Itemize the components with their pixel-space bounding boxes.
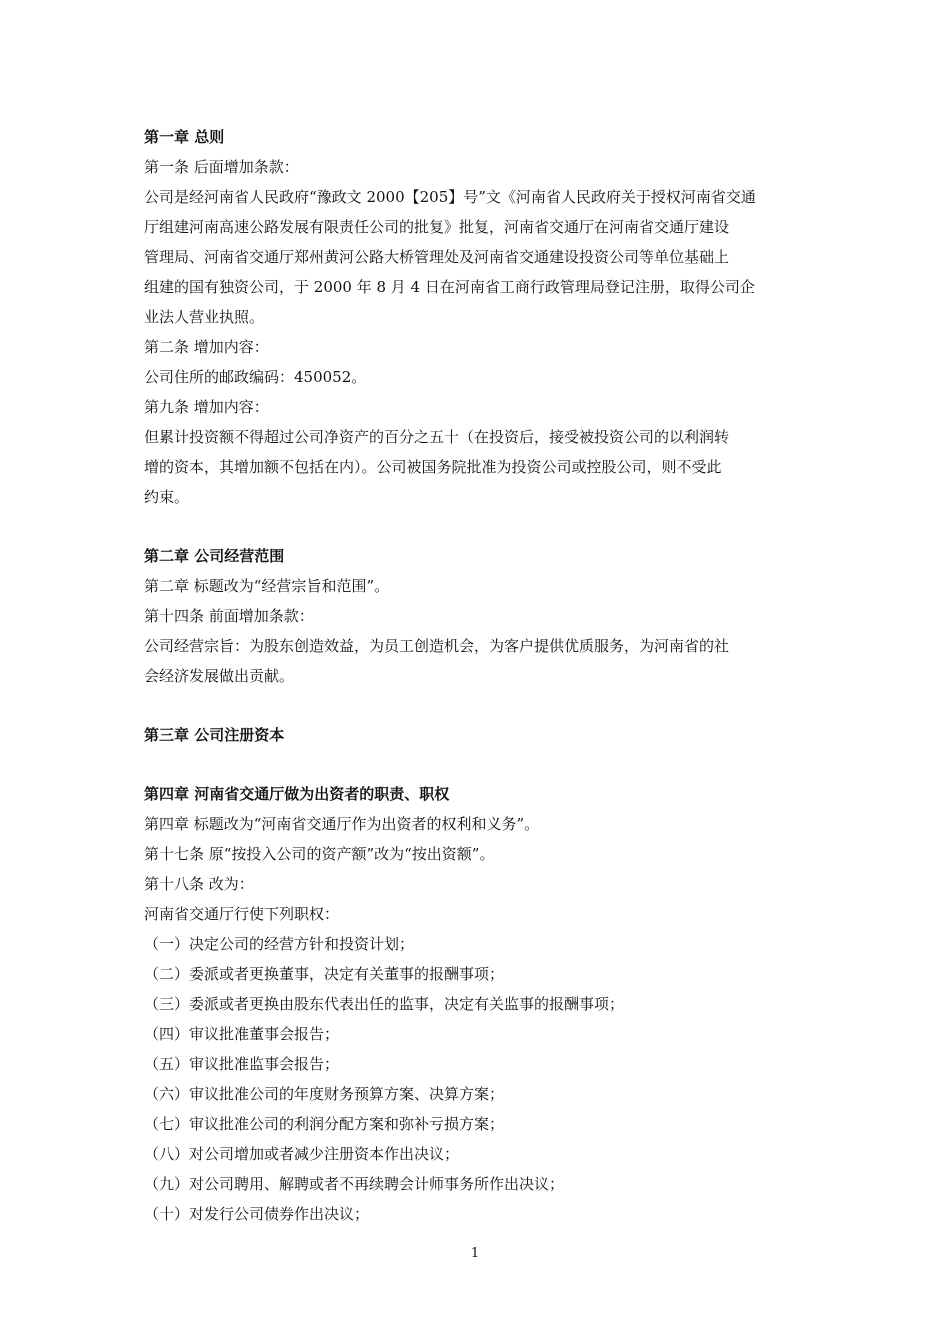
chapter-heading: 第三章 公司注册资本 bbox=[144, 726, 285, 744]
paragraph-line: 第一条 后面增加条款： bbox=[144, 158, 299, 176]
paragraph-line: 管理局、河南省交通厅郑州黄河公路大桥管理处及河南省交通建设投资公司等单位基础上 bbox=[144, 248, 730, 266]
list-item: （七）审议批准公司的利润分配方案和弥补亏损方案； bbox=[144, 1115, 505, 1133]
list-item: （一）决定公司的经营方针和投资计划； bbox=[144, 935, 415, 953]
section-gap bbox=[144, 691, 814, 720]
chapter-heading: 第四章 河南省交通厅做为出资者的职责、职权 bbox=[144, 785, 450, 803]
list-item: （九）对公司聘用、解聘或者不再续聘会计师事务所作出决议； bbox=[144, 1175, 565, 1193]
paragraph-line: 第四章 标题改为“河南省交通厅作为出资者的权利和义务”。 bbox=[144, 815, 540, 833]
paragraph-line: 第十七条 原“按投入公司的资产额”改为“按出资额”。 bbox=[144, 845, 495, 863]
list-item: （十）对发行公司债券作出决议； bbox=[144, 1205, 370, 1223]
paragraph-line: 约束。 bbox=[144, 488, 190, 506]
paragraph-line: 河南省交通厅行使下列职权： bbox=[144, 905, 340, 923]
paragraph-line: 第九条 增加内容： bbox=[144, 398, 269, 416]
paragraph-line: 公司住所的邮政编码：450052。 bbox=[144, 368, 367, 386]
chapter-heading: 第二章 公司经营范围 bbox=[144, 547, 285, 565]
paragraph-line: 第十四条 前面增加条款： bbox=[144, 607, 314, 625]
paragraph-line: 第十八条 改为： bbox=[144, 875, 254, 893]
paragraph-line: 业法人营业执照。 bbox=[144, 308, 265, 326]
section-gap bbox=[144, 750, 814, 779]
list-item: （五）审议批准监事会报告； bbox=[144, 1055, 340, 1073]
paragraph-line: 公司经营宗旨：为股东创造效益，为员工创造机会，为客户提供优质服务，为河南省的社 bbox=[144, 637, 730, 655]
document-page bbox=[144, 122, 814, 1229]
paragraph-line: 第二条 增加内容： bbox=[144, 338, 269, 356]
paragraph-line: 组建的国有独资公司，于 2000 年 8 月 4 日在河南省工商行政管理局登记注册，取得公司企 bbox=[144, 278, 755, 296]
paragraph-line: 但累计投资额不得超过公司净资产的百分之五十（在投资后，接受被投资公司的以利润转 bbox=[144, 428, 730, 446]
page-number: 1 bbox=[470, 1246, 480, 1261]
list-item: （四）审议批准董事会报告； bbox=[144, 1025, 340, 1043]
paragraph-line: 增的资本，其增加额不包括在内）。公司被国务院批准为投资公司或控股公司，则不受此 bbox=[144, 458, 722, 476]
paragraph-line: 第二章 标题改为“经营宗旨和范围”。 bbox=[144, 577, 390, 595]
chapter-heading: 第一章 总则 bbox=[144, 128, 225, 146]
list-item: （三）委派或者更换由股东代表出任的监事，决定有关监事的报酬事项； bbox=[144, 995, 625, 1013]
list-item: （二）委派或者更换董事，决定有关董事的报酬事项； bbox=[144, 965, 505, 983]
list-item: （六）审议批准公司的年度财务预算方案、决算方案； bbox=[144, 1085, 505, 1103]
paragraph-line: 会经济发展做出贡献。 bbox=[144, 667, 295, 685]
paragraph-line: 公司是经河南省人民政府“豫政文 2000【205】号”文《河南省人民政府关于授权河南省交通 bbox=[144, 188, 756, 206]
list-item: （八）对公司增加或者减少注册资本作出决议； bbox=[144, 1145, 460, 1163]
paragraph-line: 厅组建河南高速公路发展有限责任公司的批复》批复，河南省交通厅在河南省交通厅建设 bbox=[144, 218, 730, 236]
section-gap bbox=[144, 512, 814, 541]
